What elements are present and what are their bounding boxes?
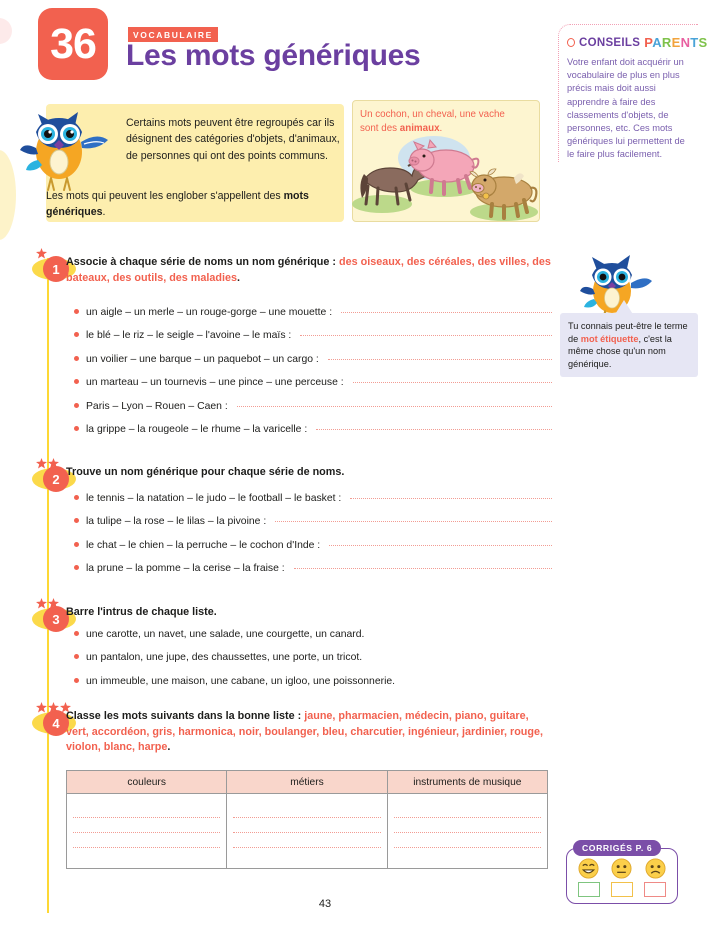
subject-tag: VOCABULAIRE — [128, 27, 218, 42]
list-item[interactable] — [74, 653, 552, 663]
decorative-blob-left — [0, 150, 16, 240]
evaluation-faces — [572, 858, 672, 879]
bullet-icon — [74, 426, 79, 431]
exercise-4-instruction-end: . — [167, 741, 171, 754]
page-title: Les mots génériques — [126, 39, 421, 72]
owl-hint-pre: Tu connais peut-être le terme de — [568, 321, 688, 344]
intro-paragraph-1: Certains mots peuvent être regroupés car ils désignent des catégories d'objets, d'animaux, de personnes qui ont des points communs. — [126, 117, 340, 162]
exercise-3-items — [74, 630, 552, 700]
list-item[interactable] — [74, 677, 552, 687]
example-line-2-bold: animaux — [399, 122, 440, 134]
answer-lines — [388, 794, 547, 868]
list-item-text: la tulipe – la rose – le lilas – la pivoine : — [86, 516, 267, 528]
answer-blank[interactable] — [294, 568, 552, 569]
exercise-3-number: 3 — [43, 606, 69, 632]
exercise-4-instruction-plain: Classe les mots suivants dans la bonne liste : — [66, 710, 305, 722]
owl-hint-bold: mot étiquette — [580, 333, 639, 344]
ring-icon — [567, 38, 575, 47]
evaluation-checkboxes — [572, 882, 672, 897]
sad-face-icon — [645, 858, 666, 879]
star-icon — [36, 248, 47, 259]
parents-tip-panel — [558, 24, 708, 162]
answer-line[interactable] — [73, 818, 220, 833]
list-item-text: la prune – la pomme – la cerise – la fraise : — [86, 563, 285, 575]
bullet-icon — [74, 631, 79, 636]
example-line-2-post: . — [439, 122, 443, 134]
lesson-number: 36 — [38, 8, 108, 80]
bullet-icon — [74, 542, 79, 547]
exercise-1-instruction-options: des oiseaux, des céréales, des villes, des bateaux, des outils, des maladies — [66, 256, 551, 284]
list-item[interactable] — [74, 517, 552, 527]
list-item-text: un pantalon, une jupe, des chaussettes, une porte, un tricot. — [86, 652, 363, 664]
exercise-4-instruction-words: jaune, pharmacien, médecin, piano, guitare, vert, accordéon, gris, harmonica, noir, boulanger, bleu, charcutier, ingénieur, jardinier, rouge, violon, blanc, harpe — [66, 710, 543, 754]
list-item[interactable] — [74, 331, 552, 341]
bullet-icon — [74, 565, 79, 570]
star-icon — [36, 458, 47, 469]
page-number-value: 43 — [318, 898, 332, 910]
list-item-text: la grippe – la rougeole – le rhume – la varicelle : — [86, 424, 308, 436]
answer-blank[interactable] — [350, 498, 552, 499]
example-line-1: Un cochon, un cheval, une vache — [360, 109, 505, 120]
answer-lines — [67, 794, 226, 868]
list-item[interactable] — [74, 378, 552, 388]
list-item-text: un aigle – un merle – un rouge-gorge – une mouette : — [86, 307, 333, 318]
list-item[interactable] — [74, 630, 552, 640]
table-header-cell: couleurs — [67, 771, 227, 794]
exercise-1-items — [74, 308, 552, 448]
answer-line[interactable] — [394, 848, 541, 863]
answer-line[interactable] — [394, 833, 541, 848]
answer-blank[interactable] — [237, 406, 552, 407]
list-item-text: le blé – le riz – le seigle – l'avoine – le maïs : — [86, 330, 292, 342]
list-item[interactable] — [74, 541, 552, 551]
list-item[interactable] — [74, 355, 552, 365]
exercise-1-instruction-plain: Associe à chaque série de noms un nom générique : — [66, 256, 339, 268]
bullet-icon — [74, 518, 79, 523]
intro-paragraph-2-post: . — [102, 205, 106, 218]
list-item[interactable] — [74, 425, 552, 435]
list-item-text: le tennis – la natation – le judo – le football – le basket : — [86, 493, 342, 504]
decorative-blob-top-left — [0, 18, 12, 44]
bullet-icon — [74, 332, 79, 337]
answer-line[interactable] — [394, 803, 541, 818]
answer-line[interactable] — [73, 848, 220, 863]
parents-tip-heading — [567, 35, 708, 50]
happy-face-icon — [578, 858, 599, 879]
list-item-text: Paris – Lyon – Rouen – Caen : — [86, 400, 228, 412]
answer-line[interactable] — [233, 803, 380, 818]
exercise-spine-line — [47, 258, 49, 913]
star-icon — [36, 598, 47, 609]
checkbox-poor[interactable] — [644, 882, 666, 897]
owl-hint-post: , c'est la même chose qu'un nom générique. — [568, 333, 672, 369]
exercise-2-items — [74, 494, 552, 588]
list-item[interactable] — [74, 494, 552, 504]
answer-blank[interactable] — [300, 335, 552, 336]
example-line-2-pre: sont des — [360, 122, 400, 134]
answer-line[interactable] — [233, 833, 380, 848]
table-cell-couleurs[interactable] — [67, 794, 227, 869]
table-header-row — [67, 771, 548, 794]
answer-blank[interactable] — [353, 382, 552, 383]
neutral-face-icon — [611, 858, 632, 879]
bullet-icon — [74, 379, 79, 384]
intro-paragraph-2-bold: mots génériques — [46, 190, 309, 218]
answer-blank[interactable] — [341, 312, 552, 313]
table-header-cell: instruments de musique — [387, 771, 547, 794]
list-item[interactable] — [74, 402, 552, 412]
checkbox-medium[interactable] — [611, 882, 633, 897]
bullet-icon — [74, 495, 79, 500]
answer-blank[interactable] — [316, 429, 552, 430]
exercise-2-instruction — [66, 465, 552, 481]
parents-tip-body: Votre enfant doit acquérir un vocabulaire de plus en plus précis mais doit aussi apprendre à faire des classements d'objets, de personnes, etc. Ces mots génériques lui permettent de le faire plus facilement. — [567, 57, 685, 160]
page-number — [0, 898, 700, 910]
bullet-icon — [74, 356, 79, 361]
intro-paragraph-2 — [46, 189, 342, 221]
answer-blank[interactable] — [328, 359, 552, 360]
answer-line[interactable] — [233, 848, 380, 863]
star-icon — [36, 702, 47, 713]
answer-lines — [227, 794, 386, 868]
answer-line[interactable] — [394, 818, 541, 833]
table-header-cell: métiers — [227, 771, 387, 794]
classification-table — [66, 770, 548, 869]
corriges-badge[interactable]: CORRIGÉS P. 6 — [573, 840, 661, 856]
bullet-icon — [74, 403, 79, 408]
owl-hint-bubble — [560, 313, 698, 377]
list-item-text: une carotte, un navet, une salade, une courgette, un canard. — [86, 629, 365, 640]
answer-line[interactable] — [73, 803, 220, 818]
answer-line[interactable] — [233, 818, 380, 833]
answer-blank[interactable] — [329, 545, 552, 546]
parents-tip-heading-conseils: CONSEILS — [579, 36, 641, 49]
farm-animals-illustration — [352, 130, 540, 222]
answer-blank[interactable] — [275, 521, 552, 522]
exercise-1-instruction — [66, 255, 552, 286]
exercise-2-number: 2 — [43, 466, 69, 492]
answer-line[interactable] — [73, 833, 220, 848]
table-cell-metiers[interactable] — [227, 794, 387, 869]
list-item-text: le chat – le chien – la perruche – le cochon d'Inde : — [86, 539, 321, 551]
exercise-1-number: 1 — [43, 256, 69, 282]
exercise-2-instruction-plain: Trouve un nom générique pour chaque série de noms. — [66, 466, 345, 478]
list-item-text: un immeuble, une maison, une cabane, un igloo, une poissonnerie. — [86, 675, 396, 687]
list-item[interactable] — [74, 564, 552, 574]
parents-tip-heading-parents: PARENTS — [644, 35, 708, 50]
list-item-text: un voilier – une barque – un paquebot – un cargo : — [86, 353, 319, 365]
bullet-icon — [74, 654, 79, 659]
intro-paragraph-2-pre: Les mots qui peuvent les englober s'appellent des — [46, 190, 284, 202]
list-item-text: un marteau – un tournevis – une pince – une perceuse : — [86, 377, 344, 389]
checkbox-good[interactable] — [578, 882, 600, 897]
list-item[interactable] — [74, 308, 552, 318]
exercise-4-number: 4 — [43, 710, 69, 736]
bullet-icon — [74, 678, 79, 683]
exercise-3-instruction — [66, 605, 552, 621]
exercise-3-instruction-plain: Barre l'intrus de chaque liste. — [66, 606, 217, 618]
exercise-1-instruction-end: . — [237, 271, 241, 284]
bullet-icon — [74, 309, 79, 314]
exercise-1-stars — [36, 248, 47, 259]
table-row — [67, 794, 548, 869]
exercise-4-instruction — [66, 709, 552, 756]
table-cell-instruments[interactable] — [387, 794, 547, 869]
owl-mascot-icon — [18, 96, 110, 196]
